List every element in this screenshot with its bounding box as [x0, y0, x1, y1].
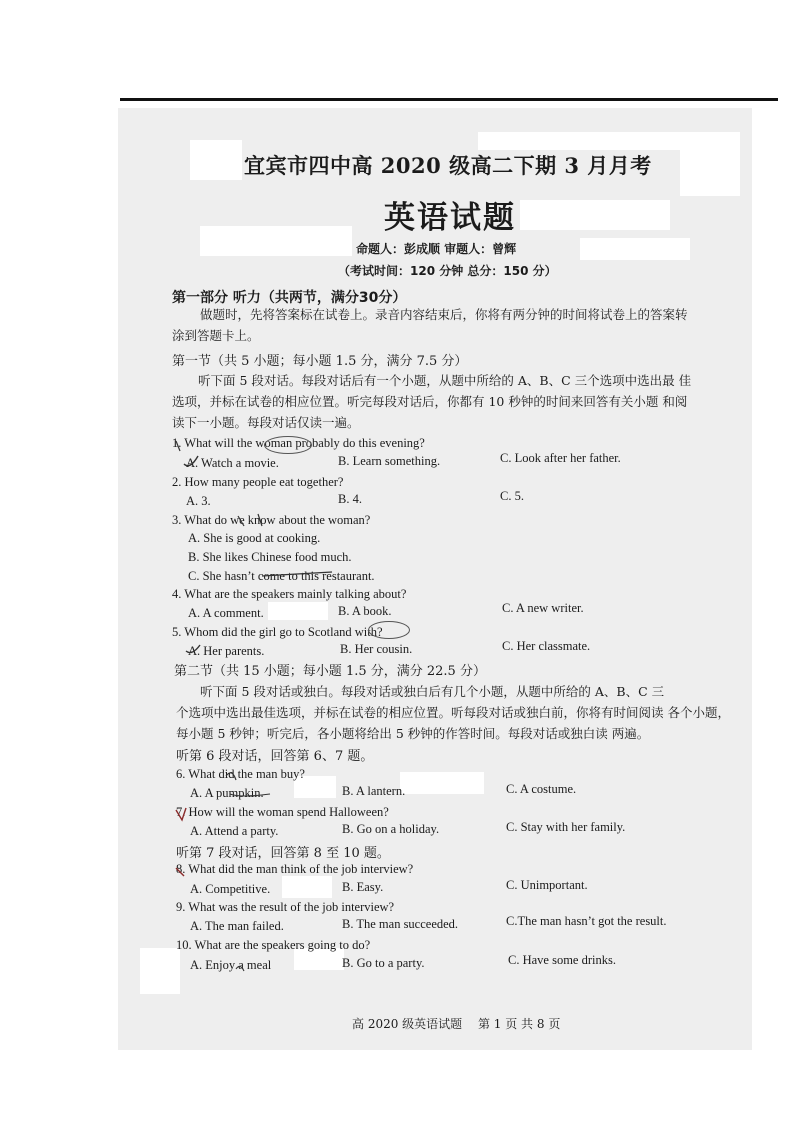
option-c: C. Look after her father. — [500, 451, 621, 465]
listen-instruction: 听第 7 段对话，回答第 8 至 10 题。 — [176, 846, 390, 861]
section1-instruction: 读下一小题。每段对话仅读一遍。 — [172, 415, 360, 430]
option-b: B. Easy. — [342, 880, 384, 894]
redaction-mask — [580, 238, 690, 260]
question-stem: 1. What will the woman probably do this evening? — [172, 436, 425, 450]
part1-intro-line: 做题时，先将答案标在试卷上。录音内容结束后，你将有两分钟的时间将试卷上的答案转 — [200, 307, 688, 322]
question-stem: 4. What are the speakers mainly talking about? — [172, 587, 407, 601]
question-stem: 10. What are the speakers going to do? — [176, 938, 371, 952]
exam-authors: 命题人：彭成顺 审题人：曾辉 — [356, 242, 517, 256]
redaction-mask — [282, 876, 332, 898]
option-c: C. Her classmate. — [502, 639, 591, 653]
exam-subject: 英语试题 — [384, 200, 516, 236]
section2-instruction: 听下面 5 段对话或独白。每段对话或独白后有几个小题，从题中所给的 A、B、C 三 — [200, 684, 665, 699]
option-b: B. 4. — [338, 492, 362, 506]
question-stem: 2. How many people eat together? — [172, 475, 344, 489]
option-c: C. A new writer. — [502, 601, 584, 615]
redaction-mask — [478, 132, 740, 150]
section2-instruction: 每小题 5 秒钟；听完后，各小题将给出 5 秒钟的作答时间。每段对话或独白读 两遍。 — [176, 726, 650, 741]
section2-heading: 第二节（共 15 小题；每小题 1.5 分，满分 22.5 分） — [174, 664, 486, 679]
exam-title: 宜宾市四中高 2020 级高二下期 3 月月考 — [244, 153, 652, 178]
option-a: A. Attend a party. — [190, 824, 279, 838]
redaction-mask — [268, 602, 328, 620]
option-a: A. Enjoy a meal — [190, 958, 272, 972]
question-stem: 3. What do we know about the woman? — [172, 513, 371, 527]
option-c: C. Unimportant. — [506, 878, 588, 892]
option-b: B. A book. — [338, 604, 392, 618]
option-a: A. Competitive. — [190, 882, 271, 896]
listen-instruction: 听第 6 段对话，回答第 6、7 题。 — [176, 749, 374, 764]
option-a: A. She is good at cooking. — [188, 531, 321, 545]
option-b: B. The man succeeded. — [342, 917, 459, 931]
section1-instruction: 听下面 5 段对话。每段对话后有一个小题，从题中所给的 A、B、C 三个选项中选出最 佳 — [198, 373, 692, 388]
question-stem: 8. What did the man think of the job interview? — [176, 862, 414, 876]
option-a: A. Her parents. — [188, 644, 265, 658]
option-b: B. She likes Chinese food much. — [188, 550, 352, 564]
option-a: A. Watch a movie. — [186, 456, 279, 470]
redaction-mask — [400, 772, 484, 794]
redaction-mask — [520, 200, 670, 230]
option-a: A. 3. — [186, 494, 211, 508]
part1-heading: 第一部分 听力（共两节，满分30分） — [172, 290, 407, 306]
redaction-mask — [200, 226, 352, 256]
section1-heading: 第一节（共 5 小题；每小题 1.5 分，满分 7.5 分） — [172, 354, 468, 369]
option-b: B. Go to a party. — [342, 956, 425, 970]
option-a: A. The man failed. — [190, 919, 284, 933]
option-b: B. Learn something. — [338, 454, 441, 468]
section1-instruction: 选项，并标在试卷的相应位置。听完每段对话后，你都有 10 秒钟的时间来回答有关小题 和阅 — [172, 394, 688, 409]
part1-intro-line: 涂到答题卡上。 — [172, 328, 260, 343]
redaction-mask — [190, 140, 242, 180]
top-rule — [120, 98, 778, 101]
question-stem: 5. Whom did the girl go to Scotland with? — [172, 625, 383, 639]
option-c: C. 5. — [500, 489, 524, 503]
option-c: C. A costume. — [506, 782, 577, 796]
question-stem: 6. What did the man buy? — [176, 767, 305, 781]
redaction-mask — [140, 948, 180, 994]
option-b: B. A lantern. — [342, 784, 406, 798]
option-b: B. Her cousin. — [340, 642, 413, 656]
option-a: A. A comment. — [188, 606, 264, 620]
exam-time-score: （考试时间：120 分钟 总分：150 分） — [338, 264, 557, 278]
pen-circle-mark — [264, 436, 312, 454]
question-stem: 9. What was the result of the job interview? — [176, 900, 395, 914]
pen-circle-mark — [368, 621, 410, 639]
page-footer: 高 2020 级英语试题 第 1 页 共 8 页 — [352, 1017, 561, 1031]
option-c: C. Have some drinks. — [508, 953, 616, 967]
option-c: C. Stay with her family. — [506, 820, 626, 834]
option-b: B. Go on a holiday. — [342, 822, 440, 836]
option-a: A. A pumpkin. — [190, 786, 264, 800]
question-stem: 7. How will the woman spend Halloween? — [176, 805, 389, 819]
option-c: C. She hasn’t come to this restaurant. — [188, 569, 375, 583]
redaction-mask — [680, 150, 740, 196]
section2-instruction: 个选项中选出最佳选项，并标在试卷的相应位置。听每段对话或独白前，你将有时间阅读 各个小题， — [176, 705, 730, 720]
option-c: C.The man hasn’t got the result. — [506, 914, 667, 928]
